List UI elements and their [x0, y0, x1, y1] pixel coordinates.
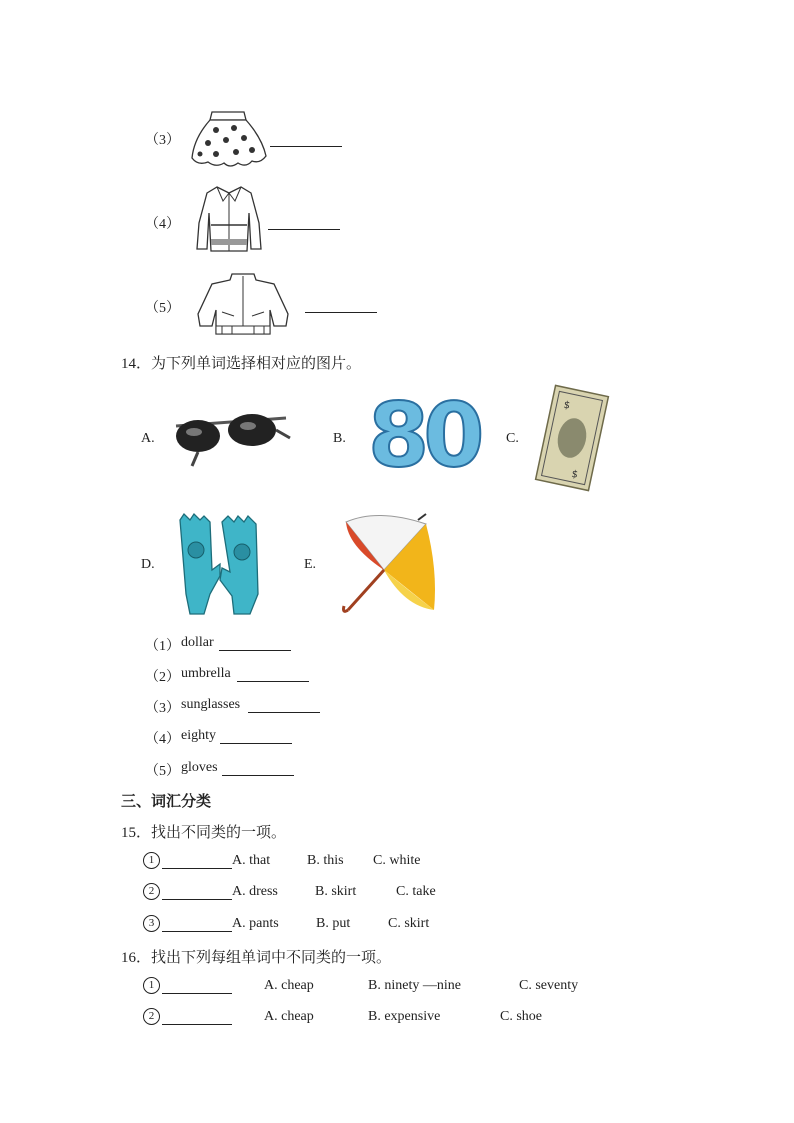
- answer-blank[interactable]: [305, 312, 377, 313]
- option-c: C. take: [396, 884, 436, 899]
- question-15-title: 15．找出不同类的一项。: [121, 825, 287, 841]
- sunglasses-image: [172, 404, 290, 470]
- skirt-image: [186, 108, 270, 170]
- circled-number-marker: 2: [143, 1008, 162, 1025]
- item-number: （3）: [145, 701, 180, 716]
- item-word: gloves: [181, 760, 218, 775]
- circled-number-marker: 3: [143, 915, 162, 932]
- section-3-title: 三、词汇分类: [121, 794, 212, 810]
- answer-blank[interactable]: [162, 1024, 232, 1025]
- choice-label-c: C.: [506, 431, 519, 446]
- jacket-image: [194, 270, 292, 340]
- choice-label-d: D.: [141, 557, 155, 572]
- eighty-digits: 80: [368, 384, 479, 487]
- option-a: A. cheap: [264, 978, 314, 993]
- dollar-bill-image: [535, 386, 609, 490]
- choice-label-b: B.: [333, 431, 346, 446]
- option-c: C. skirt: [388, 916, 430, 931]
- item-word: umbrella: [181, 666, 231, 681]
- option-a: A. dress: [232, 884, 278, 899]
- answer-blank[interactable]: [162, 899, 232, 900]
- item-number: （1）: [145, 639, 180, 654]
- option-b: B. this: [307, 853, 344, 868]
- item-number: （2）: [145, 670, 180, 685]
- svg-text:$: $: [570, 468, 579, 481]
- option-a: A. that: [232, 853, 271, 868]
- umbrella-image: [338, 510, 438, 616]
- answer-blank[interactable]: [222, 775, 294, 776]
- choice-label-e: E.: [304, 557, 317, 572]
- item-number: （4）: [145, 217, 180, 232]
- option-b: B. expensive: [368, 1009, 441, 1024]
- option-a: A. pants: [232, 916, 279, 931]
- item-word: eighty: [181, 728, 216, 743]
- item-word: sunglasses: [181, 697, 241, 712]
- item-word: dollar: [181, 635, 214, 650]
- gloves-image: [176, 510, 262, 616]
- option-b: B. ninety —nine: [368, 978, 461, 993]
- answer-blank[interactable]: [162, 931, 232, 932]
- item-number: （5）: [145, 301, 180, 316]
- option-c: C. shoe: [500, 1009, 542, 1024]
- eighty-image: [368, 384, 479, 487]
- circled-number-marker: 1: [143, 977, 162, 994]
- question-16-title: 16．找出下列每组单词中不同类的一项。: [121, 950, 392, 966]
- coat-image: [193, 183, 265, 255]
- answer-blank[interactable]: [248, 712, 320, 713]
- answer-blank[interactable]: [162, 993, 232, 994]
- answer-blank[interactable]: [270, 146, 342, 147]
- option-c: C. white: [373, 853, 421, 868]
- answer-blank[interactable]: [162, 868, 232, 869]
- item-number: （4）: [145, 732, 180, 747]
- answer-blank[interactable]: [219, 650, 291, 651]
- item-number: （5）: [145, 764, 180, 779]
- answer-blank[interactable]: [220, 743, 292, 744]
- option-c: C. seventy: [519, 978, 579, 993]
- item-number: （3）: [145, 133, 180, 148]
- option-b: B. put: [316, 916, 351, 931]
- answer-blank[interactable]: [237, 681, 309, 682]
- option-b: B. skirt: [315, 884, 357, 899]
- choice-label-a: A.: [141, 431, 155, 446]
- option-a: A. cheap: [264, 1009, 314, 1024]
- svg-text:$: $: [562, 399, 572, 412]
- circled-number-marker: 2: [143, 883, 162, 900]
- answer-blank[interactable]: [268, 229, 340, 230]
- question-14-title: 14．为下列单词选择相对应的图片。: [121, 356, 362, 372]
- circled-number-marker: 1: [143, 852, 162, 869]
